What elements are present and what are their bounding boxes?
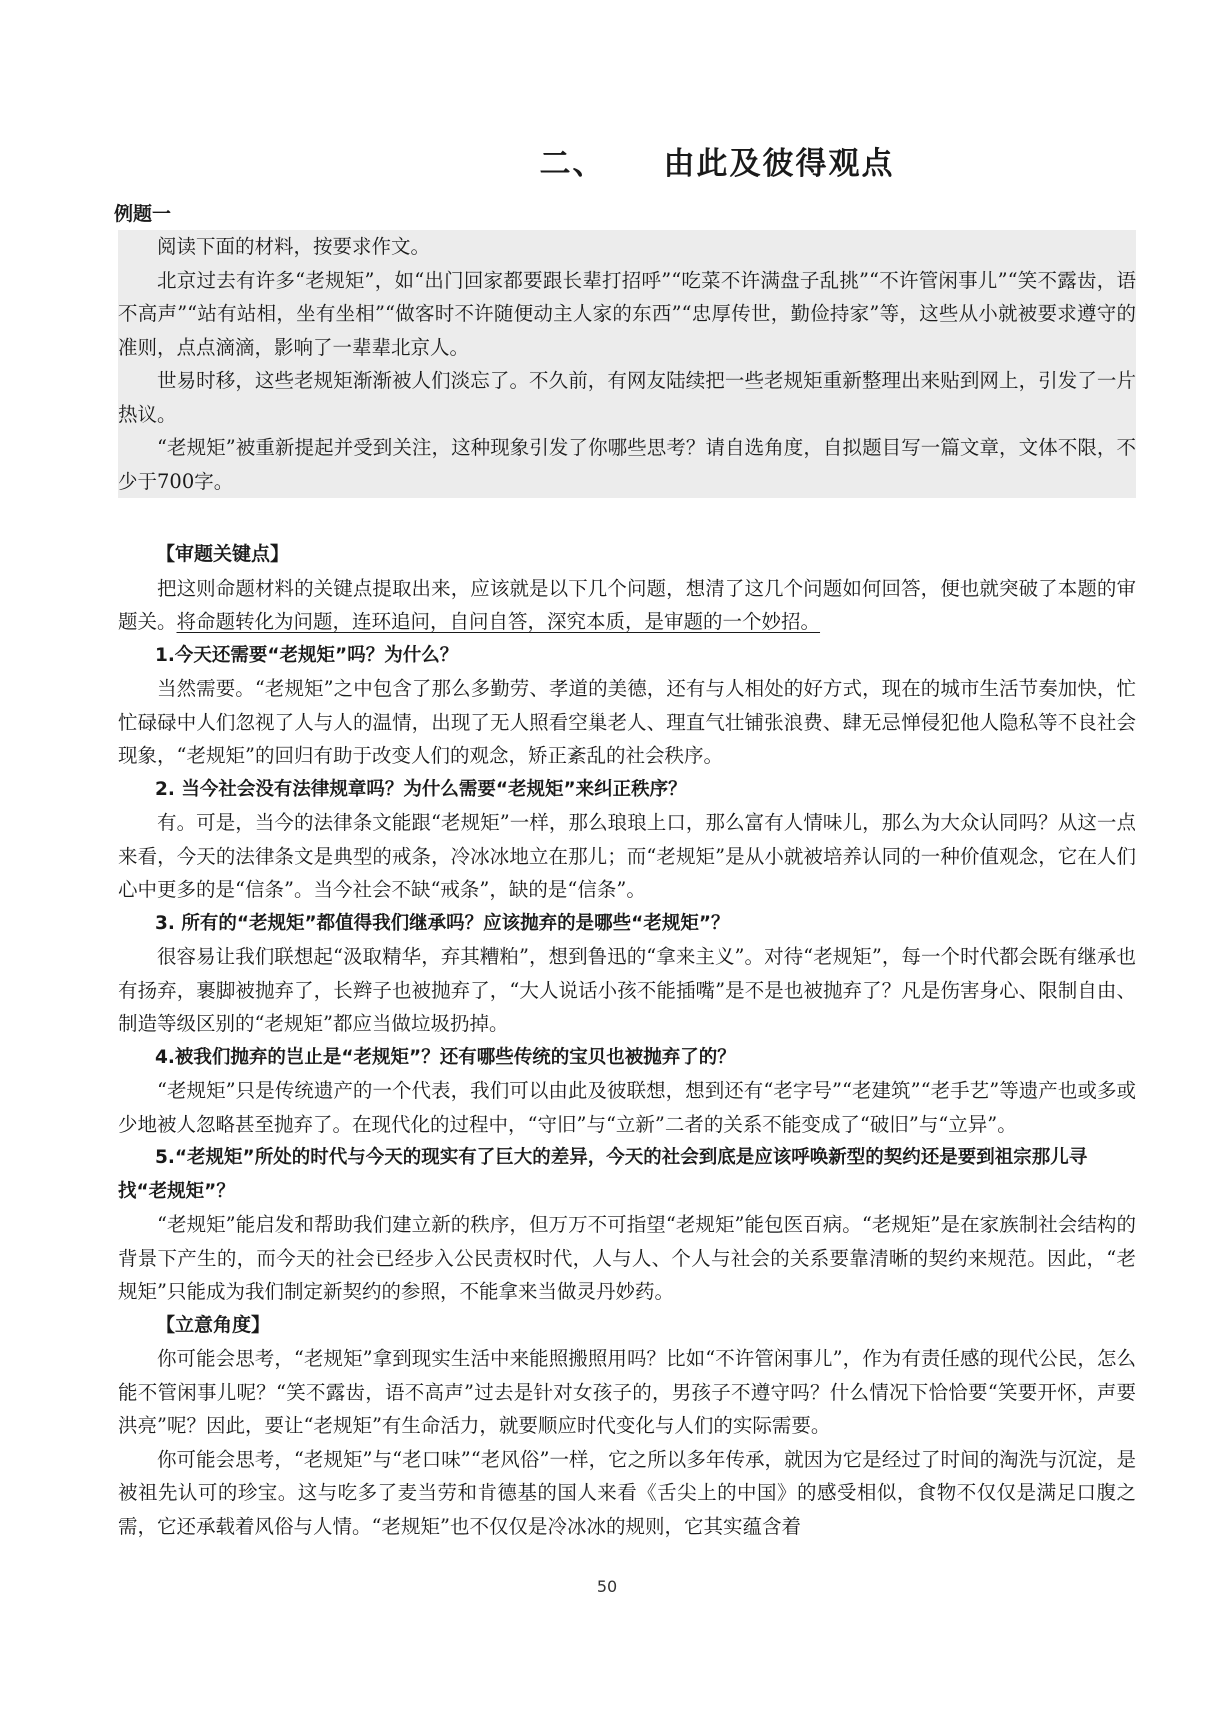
material-block <box>118 230 1136 498</box>
question-5: 5.“老规矩”所处的时代与今天的现实有了巨大的差异，今天的社会到底是应该呼唤新型的契约还是要到祖宗那儿寻找“老规矩”？ <box>118 1147 1088 1202</box>
example-label: 例题一 <box>114 203 172 225</box>
key-points-highlight: 将命题转化为问题，连环追问，自问自答，深究本质，是审题的一个妙招。 <box>176 610 821 633</box>
material-paragraph: 世易时移，这些老规矩渐渐被人们淡忘了。不久前，有网友陆续把一些老规矩重新整理出来贴到网上，引发了一片热议。 <box>118 369 1136 426</box>
spacer <box>118 498 1136 538</box>
answer-5: “老规矩”能启发和帮助我们建立新的秩序，但万万不可指望“老规矩”能包医百病。“老规矩”是在家族制社会结构的背景下产生的，而今天的社会已经步入公民责权时代，人与人、个人与社会的关系要靠清晰的契约来规范。因此，“老规矩”只能成为我们制定新契约的参照，不能拿来当做灵丹妙药。 <box>118 1213 1136 1303</box>
answer-3: 很容易让我们联想起“汲取精华，弃其糟粕”，想到鲁迅的“拿来主义”。对待“老规矩”，每一个时代都会既有继承也有扬弃，裹脚被抛弃了，长辫子也被抛弃了，“大人说话小孩不能插嘴”是不是也被抛弃了？凡是伤害身心、限制自由、制造等级区别的“老规矩”都应当做垃圾扔掉。 <box>118 945 1136 1035</box>
question-1: 1.今天还需要“老规矩”吗？为什么？ <box>155 644 459 666</box>
angle-paragraph-1: 你可能会思考，“老规矩”拿到现实生活中来能照搬照用吗？比如“不许管闲事儿”，作为有责任感的现代公民，怎么能不管闲事儿呢？“笑不露齿，语不高声”过去是针对女孩子的，男孩子不遵守吗？什么情况下恰恰要“笑要开怀，声要洪亮”呢？因此，要让“老规矩”有生命活力，就要顺应时代变化与人们的实际需要。 <box>118 1347 1136 1437</box>
key-points-intro <box>118 572 1136 639</box>
key-points-intro-text: 把这则命题材料的关键点提取出来，应该就是以下几个问题，想清了这几个问题如何回答，便也就突破了本题的审题关。 <box>118 576 1136 633</box>
question-3: 3. 所有的“老规矩”都值得我们继承吗？应该抛弃的是哪些“老规矩”？ <box>155 912 730 934</box>
section-title-text: 由此及彼得观点 <box>663 146 895 182</box>
section-title <box>118 138 1136 183</box>
key-points-heading: 【审题关键点】 <box>156 543 290 565</box>
material-paragraph: 北京过去有许多“老规矩”，如“出门回家都要跟长辈打招呼”“吃菜不许满盘子乱挑”“不许管闲事儿”“笑不露齿，语不高声”“站有站相，坐有坐相”“做客时不许随便动主人家的东西”“忠厚传世，勤俭持家”等，这些从小就被要求遵守的准则，点点滴滴，影响了一辈辈北京人。 <box>118 268 1136 359</box>
material-instruction: 阅读下面的材料，按要求作文。 <box>157 235 431 258</box>
answer-4: “老规矩”只是传统遗产的一个代表，我们可以由此及彼联想，想到还有“老字号”“老建筑”“老手艺”等遗产也或多或少地被人忽略甚至抛弃了。在现代化的过程中，“守旧”与“立新”二者的关系不能变成了“破旧”与“立异”。 <box>118 1079 1136 1136</box>
material-prompt: “老规矩”被重新提起并受到关注，这种现象引发了你哪些思考？请自选角度，自拟题目写一篇文章，文体不限，不少于700字。 <box>118 436 1136 493</box>
angle-paragraph-2: 你可能会思考，“老规矩”与“老口味”“老风俗”一样，它之所以多年传承，就因为它是经过了时间的淘洗与沉淀，是被祖先认可的珍宝。这与吃多了麦当劳和肯德基的国人来看《舌尖上的中国》的感受相似，食物不仅仅是满足口腹之需，它还承载着风俗与人情。“老规矩”也不仅仅是冷冰冰的规则，它其实蕴含着 <box>118 1447 1136 1538</box>
page-number: 50 <box>596 1577 618 1596</box>
section-number: 二、 <box>539 146 606 182</box>
question-2: 2. 当今社会没有法律规章吗？为什么需要“老规矩”来纠正秩序？ <box>155 778 687 800</box>
question-4: 4.被我们抛弃的岂止是“老规矩”？还有哪些传统的宝贝也被抛弃了的？ <box>155 1046 736 1068</box>
answer-1: 当然需要。“老规矩”之中包含了那么多勤劳、孝道的美德，还有与人相处的好方式，现在的城市生活节奏加快，忙忙碌碌中人们忽视了人与人的温情，出现了无人照看空巢老人、理直气壮铺张浪费、肆无忌惮侵犯他人隐私等不良社会现象，“老规矩”的回归有助于改变人们的观念，矫正紊乱的社会秩序。 <box>118 677 1136 767</box>
answer-2: 有。可是，当今的法律条文能跟“老规矩”一样，那么琅琅上口，那么富有人情味儿，那么为大众认同吗？从这一点来看，今天的法律条文是典型的戒条，冷冰冰地立在那儿；而“老规矩”是从小就被培养认同的一种价值观念，它在人们心中更多的是“信条”。当今社会不缺“戒条”，缺的是“信条”。 <box>118 811 1136 901</box>
angles-heading: 【立意角度】 <box>156 1313 271 1336</box>
